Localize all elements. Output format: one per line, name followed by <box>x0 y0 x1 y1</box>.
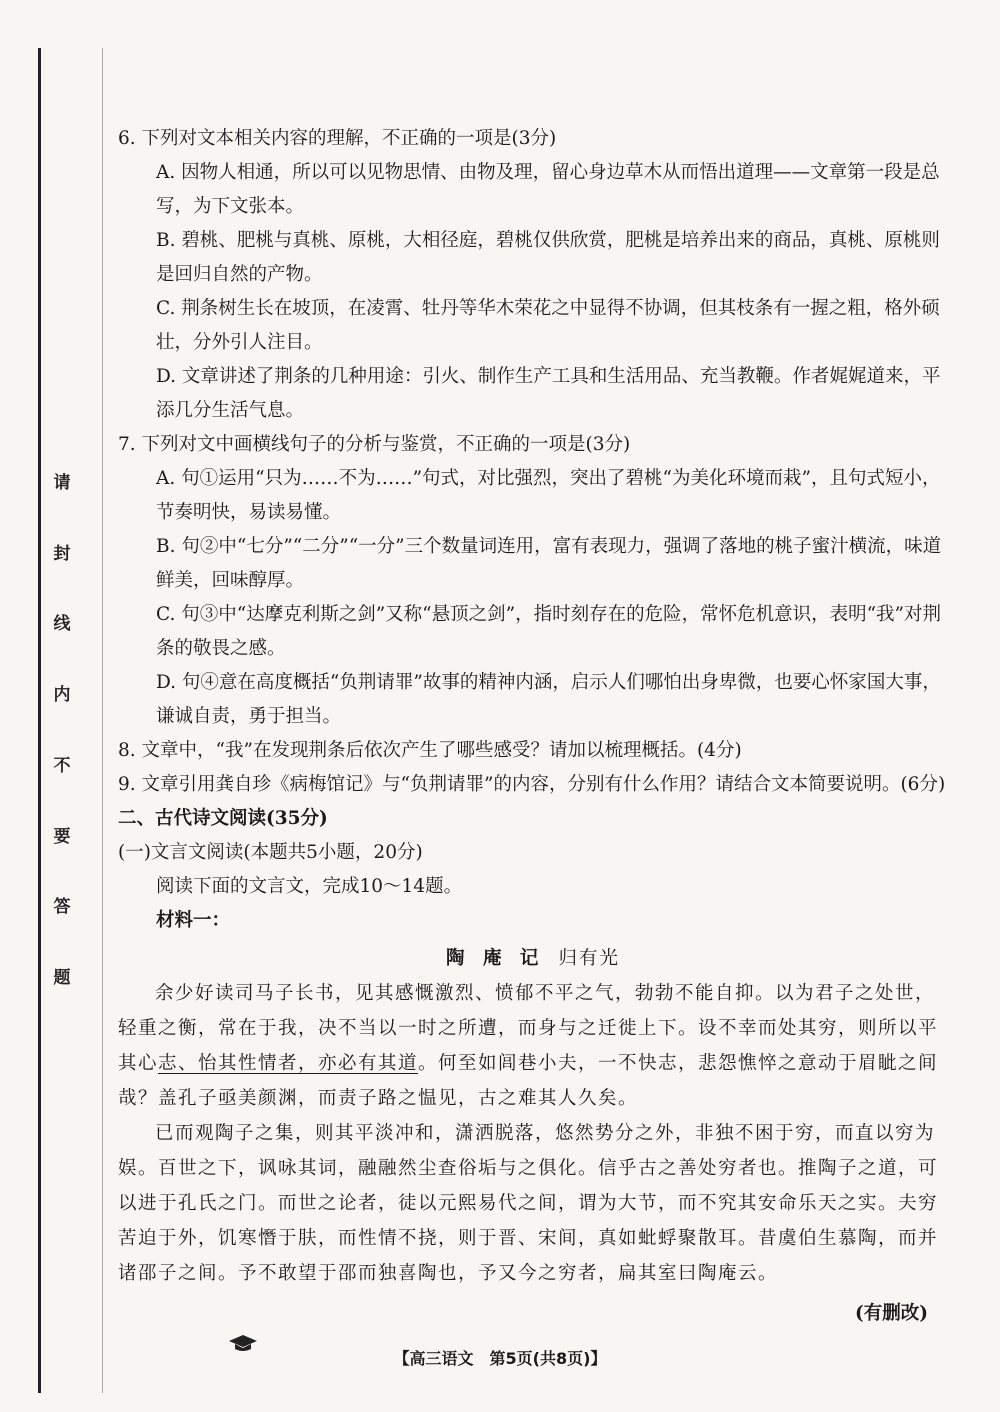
question-7-option-b: B. 句②中“七分”“二分”“一分”三个数量词连用，富有表现力，强调了落地的桃子蜜汁横流，味道鲜美，回味醇厚。 <box>156 536 942 591</box>
question-6-stem: 6. 下列对文本相关内容的理解，不正确的一项是(3分) <box>118 128 557 149</box>
question-6-option-d: D. 文章讲述了荆条的几种用途：引火、制作生产工具和生活用品、充当教鞭。作者娓娓道来，平添几分生活气息。 <box>156 366 941 421</box>
exam-content <box>118 122 948 1331</box>
question-7-stem: 7. 下列对文中画横线句子的分析与鉴赏，不正确的一项是(3分) <box>118 434 631 455</box>
question-6-option-a: A. 因物人相通，所以可以见物思情、由物及理，留心身边草木从而悟出道理——文章第一段是总写，为下文张本。 <box>156 162 940 217</box>
question-8: 8. 文章中，“我”在发现荆条后依次产生了哪些感受？请加以梳理概括。(4分) <box>118 740 742 761</box>
binding-line <box>38 48 41 1393</box>
question-7-option-d: D. 句④意在高度概括“负荆请罪”故事的精神内涵，启示人们哪怕出身卑微，也要心怀家国大事，谦诚自责，勇于担当。 <box>156 672 941 727</box>
seal-char: 答 <box>53 897 71 918</box>
page-footer: 【高三语文 第5页(共8页)】 <box>393 1349 607 1368</box>
seal-char: 题 <box>53 967 71 988</box>
subsection-heading: (一)文言文阅读(本题共5小题，20分) <box>118 842 423 863</box>
seal-char: 封 <box>53 543 71 564</box>
question-7-option-c: C. 句③中“达摩克利斯之剑”又称“悬顶之剑”，指时刻存在的危险，常怀危机意识，表明“我”对荆条的敬畏之感。 <box>156 604 942 659</box>
binding-guide-line <box>102 48 103 1393</box>
seal-char: 不 <box>53 755 71 776</box>
edit-note: (有删改) <box>854 1303 928 1324</box>
seal-warning <box>48 468 76 988</box>
seal-char: 要 <box>53 826 71 847</box>
seal-char: 请 <box>53 473 71 493</box>
passage-paragraph-2: 已而观陶子之集，则其平淡冲和，潇洒脱落，悠然势分之外，非独不困于穷，而直以穷为娱。百世之下，讽咏其词，融融然尘查俗垢与之俱化。信乎古之善处穷者也。推陶子之道，可以进于孔氏之门。而世之论者，徒以元熙易代之间，谓为大节，而不究其安命乐天之实。夫穷苦迫于外，饥寒憯于肤，而性情不挠，则于晋、宋间，真如蚍蜉聚散耳。昔虞伯生慕陶，而并诸邵子之间。予不敢望于邵而独喜陶也，予又今之穷者，扁其室曰陶庵云。 <box>118 1123 939 1284</box>
material-label: 材料一： <box>156 910 231 931</box>
section-heading: 二、古代诗文阅读(35分) <box>118 808 328 829</box>
seal-char: 内 <box>53 685 71 706</box>
seal-char: 线 <box>53 614 71 635</box>
passage-title: 陶 庵 记 <box>446 948 545 969</box>
reading-instruction: 阅读下面的文言文，完成10～14题。 <box>156 876 463 897</box>
passage-underlined-sentence: 志、怡其性情者，亦必有其道 <box>158 1053 419 1074</box>
passage-author: 归有光 <box>558 948 620 969</box>
passage-p1-text: 余少好读司马子长书，见其感慨激烈、愤郁不平之气，勃勃不能自抑。以为君子之处世，轻重之衡，常在于我，决不当以一时之所遭，而身与之迁徙上下。设不幸而处其穷，则所以平其心 <box>118 983 939 1074</box>
passage-paragraph-1 <box>118 976 948 1116</box>
passage-title-row <box>118 942 948 976</box>
question-6-option-c: C. 荆条树生长在坡顶，在凌霄、牡丹等华木荣花之中显得不协调，但其枝条有一握之粗，格外硕壮，分外引人注目。 <box>156 298 940 353</box>
question-9: 9. 文章引用龚自珍《病梅馆记》与“负荆请罪”的内容，分别有什么作用？请结合文本简要说明。(6分) <box>118 774 946 795</box>
question-7-option-a: A. 句①运用“只为……不为……”句式，对比强烈，突出了碧桃“为美化环境而栽”，且句式短小，节奏明快，易读易懂。 <box>156 468 941 523</box>
question-6-option-b: B. 碧桃、肥桃与真桃、原桃，大相径庭，碧桃仅供欣赏，肥桃是培养出来的商品，真桃、原桃则是回归自然的产物。 <box>156 230 940 285</box>
passage-p1-rest: 。何至如闾巷小夫，一不快志，悲怨憔悴之意动于眉眦之间哉？盖孔子亟美颜渊，而责子路之愠见，古之难其人久矣。 <box>118 1053 939 1109</box>
